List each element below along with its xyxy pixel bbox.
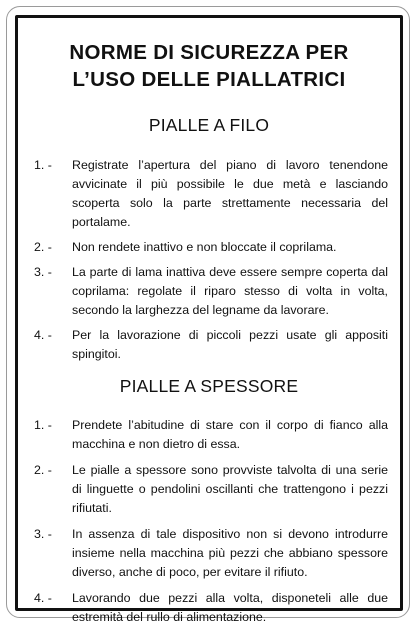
section-heading-pialle-a-filo: PIALLE A FILO — [148, 115, 270, 135]
section-heading-pialle-a-spessore: PIALLE A SPESSORE — [119, 376, 299, 396]
item-number: 2. - — [34, 463, 52, 477]
item-number: 1. - — [34, 418, 52, 432]
list-item — [34, 525, 388, 582]
list-item — [34, 156, 388, 232]
item-number: 4. - — [34, 591, 52, 605]
item-text: Non rendete inattivo e non bloccate il coprilama. — [72, 240, 337, 254]
item-text: Registrate l’apertura del piano di lavoro tenendone avvicinate il più possibile le due metà e lasciando scoperta solo la parte strettamente necessaria del portalame. — [72, 158, 388, 229]
safety-sign — [6, 6, 410, 624]
list-item — [34, 589, 388, 627]
item-text: La parte di lama inattiva deve essere sempre coperta dal coprilama: regolate il riparo stesso di volta in volta, secondo la larghezza del legname da lavorare. — [72, 265, 388, 317]
sign-title-line-1: NORME DI SICUREZZA PER — [69, 41, 349, 64]
sign-title — [18, 39, 400, 93]
list-item — [34, 238, 388, 257]
item-number: 3. - — [34, 527, 52, 541]
list-item — [34, 461, 388, 518]
rules-list-pialle-a-filo — [34, 156, 388, 364]
item-text: Le pialle a spessore sono provviste talvolta di una serie di linguette o pendolini oscillanti che trattengono i pezzi rifiutati. — [72, 463, 388, 515]
item-text: Lavorando due pezzi alla volta, disponeteli alle due estremità del rullo di alimentazione. — [72, 591, 388, 624]
item-number: 4. - — [34, 328, 52, 342]
sign-title-line-2: L’USO DELLE PIALLATRICI — [72, 68, 346, 91]
item-number: 2. - — [34, 240, 52, 254]
list-item — [34, 326, 388, 364]
item-text: Per la lavorazione di piccoli pezzi usate gli appositi spingitoi. — [72, 328, 388, 361]
item-text: Prendete l’abitudine di stare con il corpo di fianco alla macchina e non dietro di essa. — [72, 418, 388, 451]
list-item — [34, 416, 388, 454]
item-number: 3. - — [34, 265, 52, 279]
sign-border — [15, 15, 403, 624]
item-text: In assenza di tale dispositivo non si devono introdurre insieme nella macchina più pezzi che abbiano spessore diverso, anche di poco, per evitare il rifiuto. — [72, 527, 388, 579]
item-number: 1. - — [34, 158, 52, 172]
rules-list-pialle-a-spessore — [34, 416, 388, 627]
list-item — [34, 263, 388, 320]
